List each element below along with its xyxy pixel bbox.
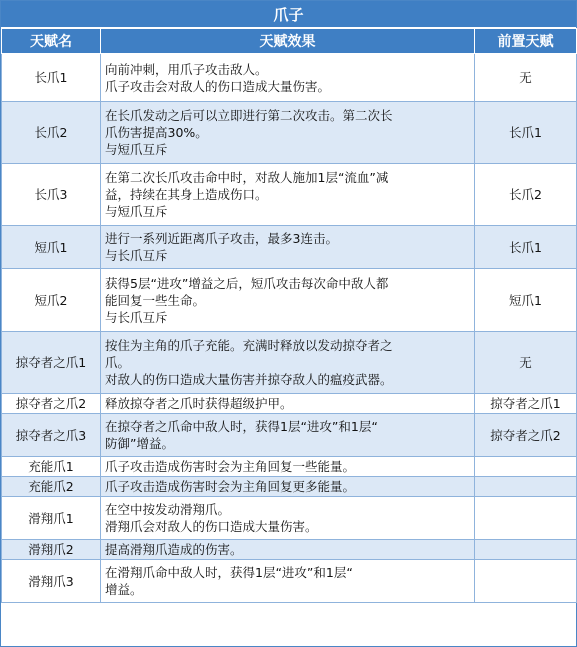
effect-line: 按住为主角的爪子充能。充满时释放以发动掠夺者之 (105, 338, 393, 353)
prerequisite-cell: 无 (475, 332, 577, 394)
prerequisite-cell (475, 540, 577, 560)
talent-row (2, 497, 577, 540)
effect-line: 在掠夺者之爪命中敌人时，获得1层“进攻”和1层“ (105, 419, 378, 434)
talent-row (2, 269, 577, 332)
talent-name-cell: 滑翔爪1 (2, 497, 101, 540)
talent-effect-cell (101, 269, 475, 332)
effect-line: 爪子攻击造成伤害时会为主角回复一些能量。 (105, 459, 356, 474)
prerequisite-cell (475, 560, 577, 603)
effect-line: 在第二次长爪攻击命中时，对敌人施加1层“流血”减 (105, 170, 389, 185)
effect-line: 益，持续在其身上造成伤口。 (105, 187, 268, 202)
effect-line: 与长爪互斥 (105, 309, 168, 325)
talent-row (2, 102, 577, 164)
talent-row (2, 226, 577, 269)
effect-line: 滑翔爪会对敌人的伤口造成大量伤害。 (105, 519, 318, 534)
header-row (2, 29, 577, 54)
talent-effect-cell (101, 102, 475, 164)
prerequisite-cell: 掠夺者之爪2 (475, 414, 577, 457)
effect-line: 释放掠夺者之爪时获得超级护甲。 (105, 396, 293, 411)
talent-effect-cell (101, 164, 475, 226)
talent-name-cell: 短爪1 (2, 226, 101, 269)
talent-table (1, 28, 577, 603)
talent-name-cell: 掠夺者之爪3 (2, 414, 101, 457)
talent-effect-cell (101, 226, 475, 269)
talent-effect-cell (101, 394, 475, 414)
effect-line: 在长爪发动之后可以立即进行第二次攻击。第二次长 (105, 108, 393, 123)
talent-name-cell: 短爪2 (2, 269, 101, 332)
effect-line: 爪伤害提高30%。 (105, 125, 208, 140)
talent-row (2, 457, 577, 477)
talent-effect-cell (101, 414, 475, 457)
talent-name-cell: 长爪1 (2, 54, 101, 102)
talent-name-cell: 掠夺者之爪2 (2, 394, 101, 414)
prerequisite-cell: 短爪1 (475, 269, 577, 332)
prerequisite-cell: 长爪2 (475, 164, 577, 226)
talent-row (2, 414, 577, 457)
table-title: 爪子 (1, 1, 576, 28)
talent-name-cell: 滑翔爪3 (2, 560, 101, 603)
effect-line: 能回复一些生命。 (105, 292, 206, 308)
talent-name-cell: 长爪2 (2, 102, 101, 164)
effect-line: 增益。 (105, 582, 143, 597)
effect-line: 对敌人的伤口造成大量伤害并掠夺敌人的瘟疫武器。 (105, 372, 393, 387)
talent-name-cell: 长爪3 (2, 164, 101, 226)
effect-line: 防御”增益。 (105, 436, 174, 451)
talent-effect-cell (101, 457, 475, 477)
prerequisite-cell: 无 (475, 54, 577, 102)
prerequisite-cell: 掠夺者之爪1 (475, 394, 577, 414)
effect-line: 与短爪互斥 (105, 204, 168, 219)
header-talent-name: 天赋名 (2, 29, 101, 54)
effect-line: 爪。 (105, 355, 131, 370)
talent-effect-cell (101, 560, 475, 603)
effect-line: 与长爪互斥 (105, 248, 168, 263)
talent-effect-cell (101, 477, 475, 497)
talent-effect-cell (101, 54, 475, 102)
talent-row (2, 164, 577, 226)
talent-row (2, 560, 577, 603)
talent-row (2, 54, 577, 102)
talent-row (2, 394, 577, 414)
talent-row (2, 540, 577, 560)
header-talent-effect: 天赋效果 (101, 29, 475, 54)
talent-name-cell: 充能爪1 (2, 457, 101, 477)
talent-name-cell: 充能爪2 (2, 477, 101, 497)
effect-line: 提高滑翔爪造成的伤害。 (105, 542, 243, 557)
effect-line: 在滑翔爪命中敌人时，获得1层“进攻”和1层“ (105, 565, 353, 580)
prerequisite-cell: 长爪1 (475, 226, 577, 269)
talent-name-cell: 掠夺者之爪1 (2, 332, 101, 394)
talent-row (2, 332, 577, 394)
prerequisite-cell (475, 457, 577, 477)
effect-line: 进行一系列近距离爪子攻击，最多3连击。 (105, 231, 338, 246)
prerequisite-cell (475, 497, 577, 540)
prerequisite-cell (475, 477, 577, 497)
talent-effect-cell (101, 497, 475, 540)
effect-line: 在空中按发动滑翔爪。 (105, 502, 231, 517)
effect-line: 爪子攻击会对敌人的伤口造成大量伤害。 (105, 78, 331, 94)
effect-line: 爪子攻击造成伤害时会为主角回复更多能量。 (105, 479, 356, 494)
talent-name-cell: 滑翔爪2 (2, 540, 101, 560)
prerequisite-cell: 长爪1 (475, 102, 577, 164)
effect-line: 与短爪互斥 (105, 142, 168, 157)
effect-line: 向前冲刺，用爪子攻击敌人。 (105, 61, 268, 77)
talent-effect-cell (101, 540, 475, 560)
header-prerequisite: 前置天赋 (475, 29, 577, 54)
talent-row (2, 477, 577, 497)
talent-effect-cell (101, 332, 475, 394)
effect-line: 获得5层“进攻”增益之后，短爪攻击每次命中敌人都 (105, 275, 389, 291)
